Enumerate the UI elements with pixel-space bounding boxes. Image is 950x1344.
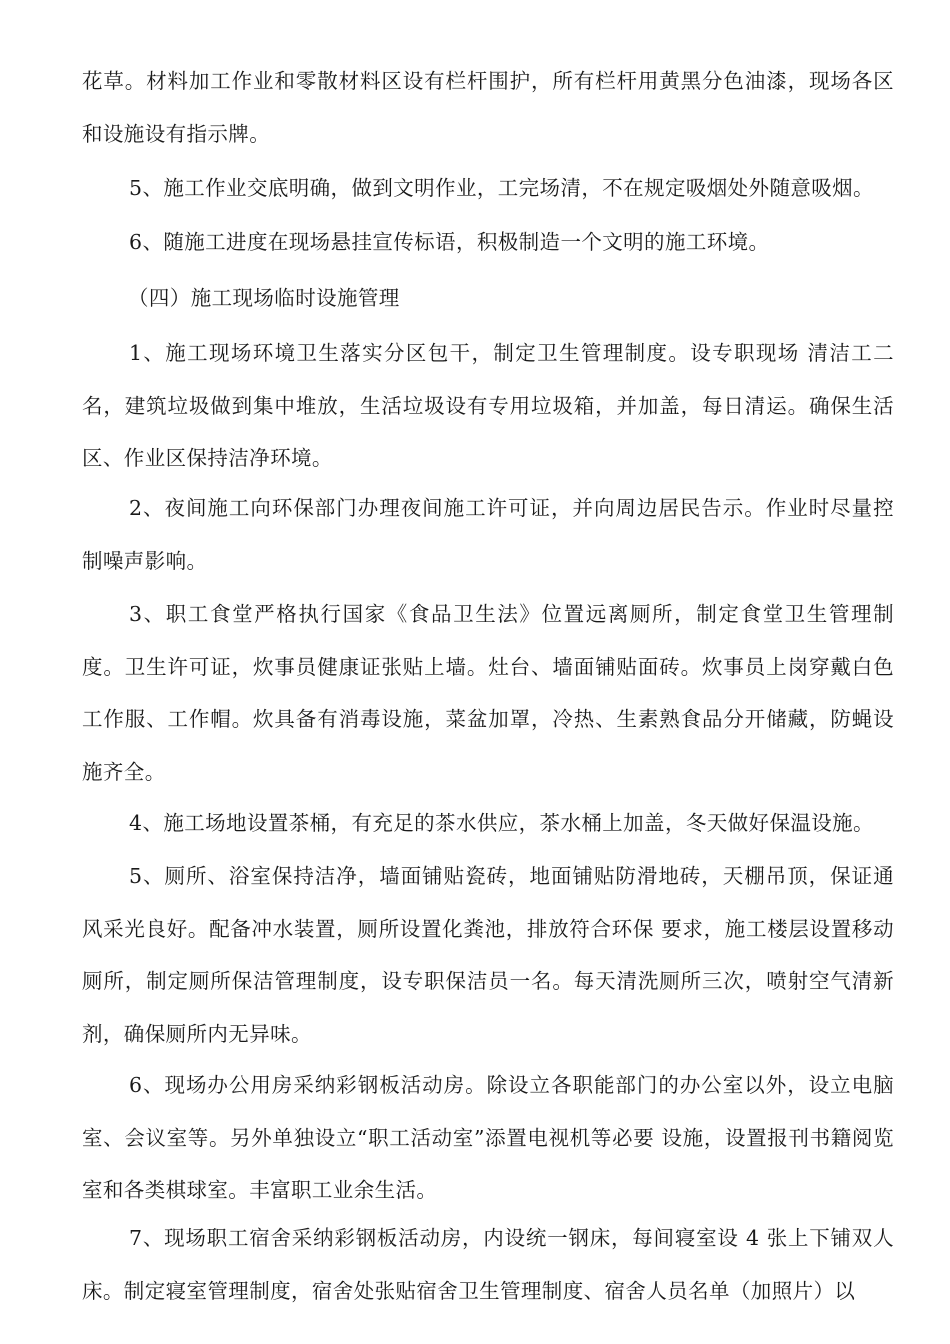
paragraph-item-5: 5、施工作业交底明确，做到文明作业，工完场清，不在规定吸烟处外随意吸烟。 [129, 176, 874, 200]
paragraph-item-5b: 5、厕所、浴室保持洁净，墙面铺贴瓷砖，地面铺贴防滑地砖，天棚吊顶，保证通风采光良好。配备冲水装置，厕所设置化粪池，排放符合环保 要求，施工楼层设置移动厕所，制定厕所保洁管理制度，设专职保洁员一名。每天清洗厕所三次，喷射空气清新剂，确保厕所内无异味。 [82, 864, 894, 1046]
paragraph-item-7: 7、现场职工宿舍采纳彩钢板活动房，内设统一钢床，每间寝室设 4 张上下铺双人床。制定寝室管理制度，宿舍处张贴宿舍卫生管理制度、宿舍人员名单（加照片）以 [82, 1226, 894, 1303]
paragraph-item-3: 3、职工食堂严格执行国家《食品卫生法》位置远离厕所，制定食堂卫生管理制度。卫生许可证，炊事员健康证张贴上墙。灶台、墙面铺贴面砖。炊事员上岗穿戴白色工作服、工作帽。炊具备有消毒设施，菜盆加罩，冷热、生素熟食品分开储藏，防蝇设施齐全。 [82, 602, 894, 784]
paragraph-item-1: 1、施工现场环境卫生落实分区包干，制定卫生管理制度。设专职现场 清洁工二名，建筑垃圾做到集中堆放，生活垃圾设有专用垃圾箱，并加盖，每日清运。确保生活区、作业区保持洁净环境。 [82, 341, 894, 470]
paragraph-item-6: 6、随施工进度在现场悬挂宣传标语，积极制造一个文明的施工环境。 [129, 230, 770, 254]
paragraph-item-4: 4、施工场地设置茶桶，有充足的茶水供应，茶水桶上加盖，冬天做好保温设施。 [129, 811, 874, 835]
paragraph-item-2: 2、夜间施工向环保部门办理夜间施工许可证，并向周边居民告示。作业时尽量控制噪声影响。 [82, 496, 894, 573]
section-heading: （四）施工现场临时设施管理 [128, 286, 400, 310]
paragraph-item-6b: 6、现场办公用房采纳彩钢板活动房。除设立各职能部门的办公室以外，设立电脑室、会议室等。另外单独设立“职工活动室”添置电视机等必要 设施，设置报刊书籍阅览室和各类棋球室。丰富职工业余生活。 [82, 1073, 894, 1202]
paragraph-continuation: 花草。材料加工作业和零散材料区设有栏杆围护，所有栏杆用黄黑分色油漆，现场各区和设施设有指示牌。 [82, 69, 894, 146]
